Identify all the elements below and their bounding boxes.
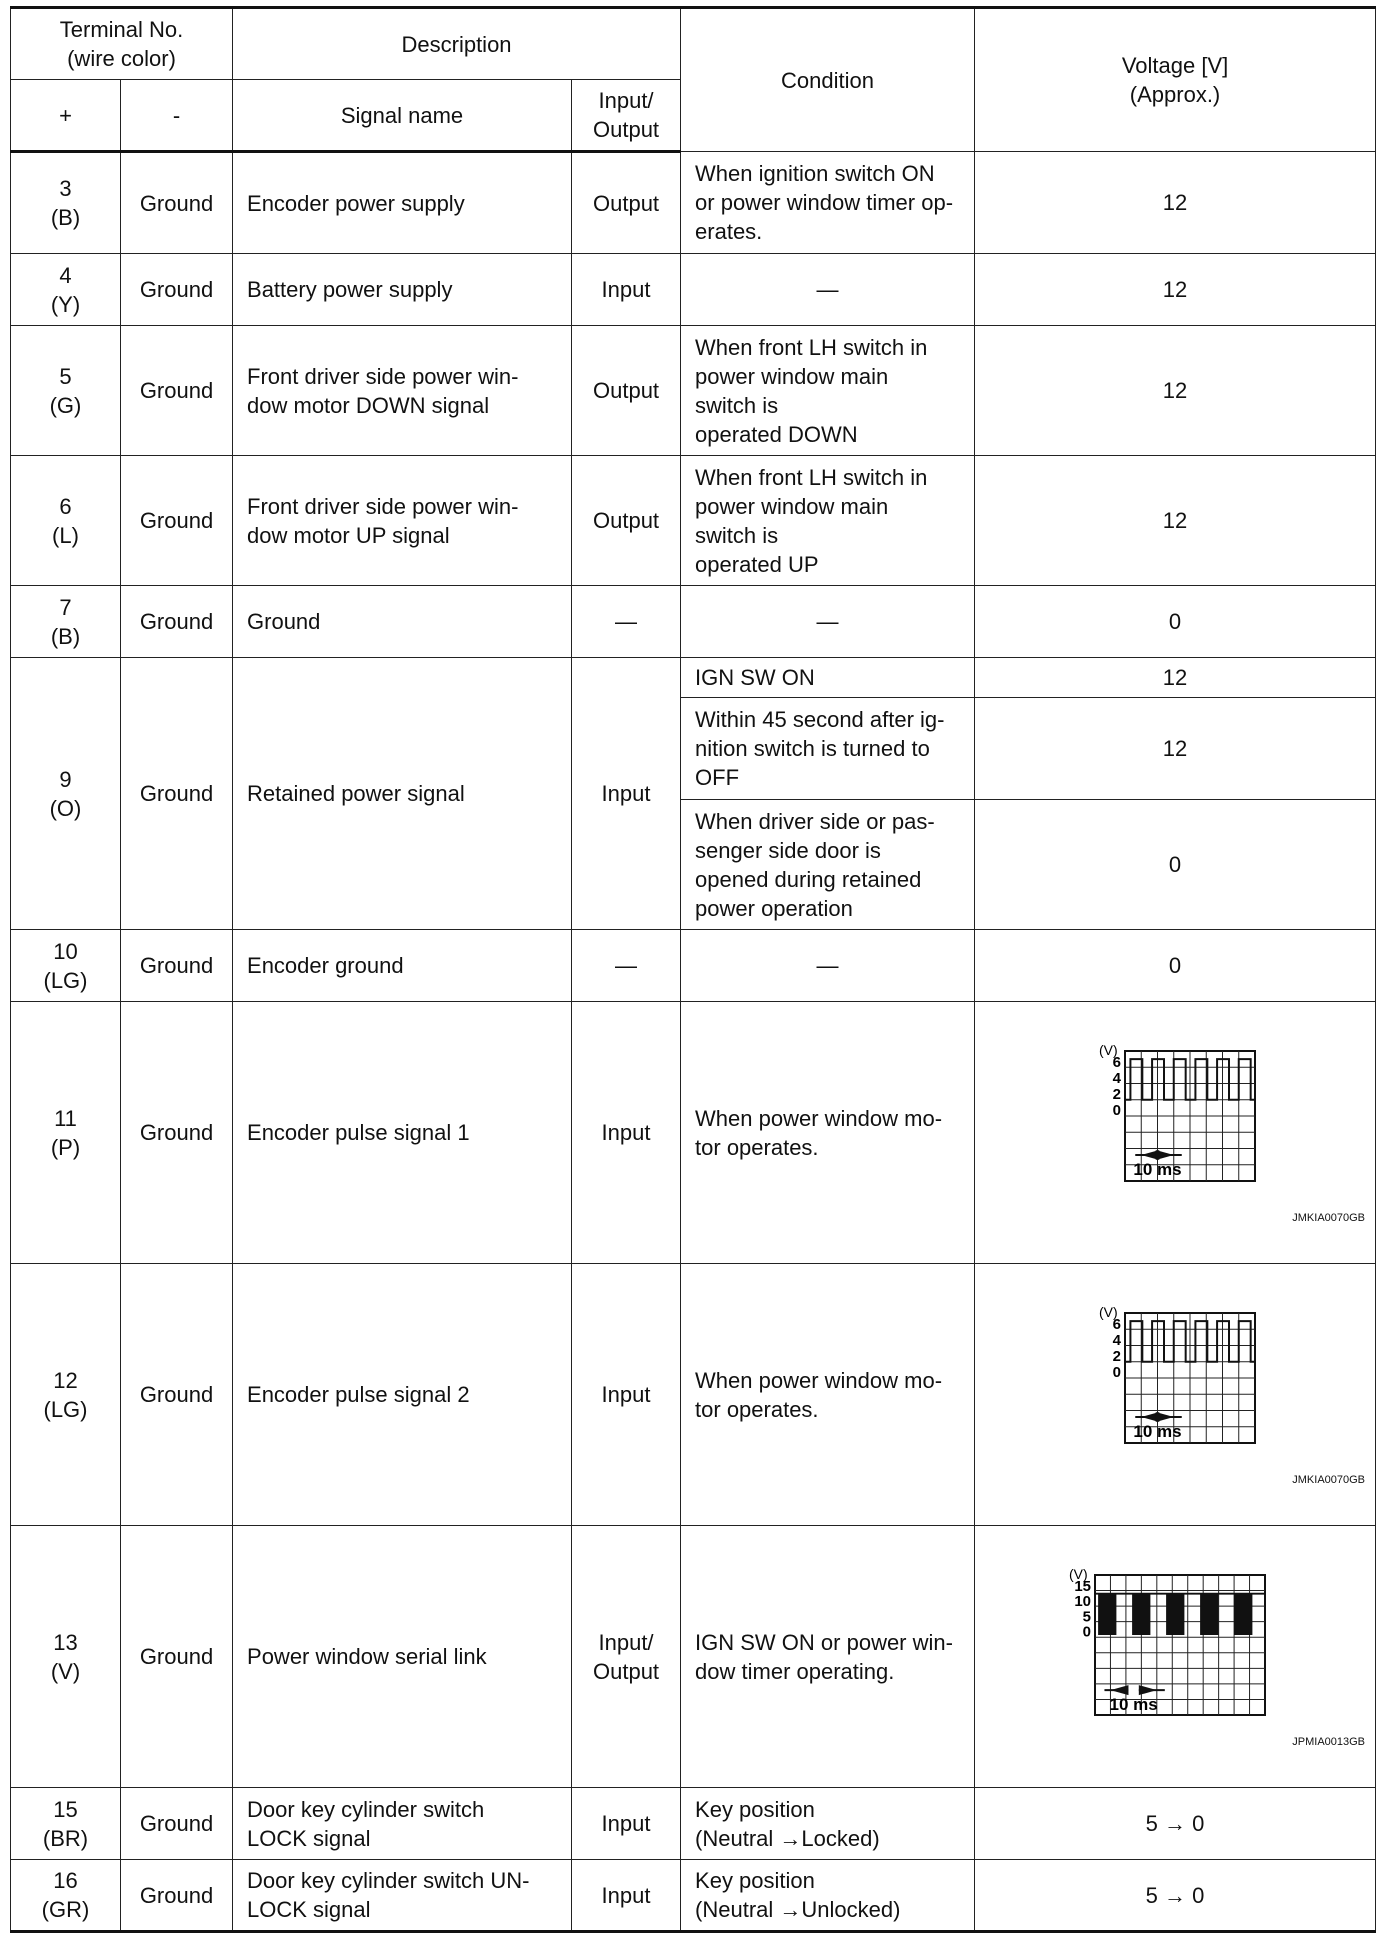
scale-arrow-head [1110,1685,1128,1695]
time-scale-label: 10 ms [1109,1694,1158,1714]
input-output: Input [572,1264,681,1526]
signal-name: Power window serial link [233,1526,572,1788]
ground-terminal: Ground [121,586,233,658]
terminal-number: 6 (L) [11,456,121,586]
terminal-table-page [10,6,1375,1933]
voltage-waveform [975,1002,1376,1264]
ground-terminal: Ground [121,1860,233,1932]
terminal-table [10,6,1376,1933]
terminal-number: 5 (G) [11,326,121,456]
ground-terminal: Ground [121,1264,233,1526]
voltage: 0 [975,800,1376,930]
voltage: 12 [975,698,1376,800]
input-output: Input [572,658,681,930]
condition-header: Condition [681,8,975,152]
axis-tick-label: 6 [1112,1053,1122,1071]
table-row [11,1264,1376,1526]
signal-name: Battery power supply [233,254,572,326]
voltage: 5 → 0 [975,1860,1376,1932]
table-row [11,152,1376,254]
axis-tick-label: 15 [1074,1577,1092,1595]
voltage: 12 [975,254,1376,326]
terminal-number: 13 (V) [11,1526,121,1788]
voltage-waveform [975,1526,1376,1788]
ground-terminal: Ground [121,1788,233,1860]
axis-tick-label: 2 [1112,1347,1122,1365]
waveform-figure [985,1565,1365,1749]
input-output: Input [572,1788,681,1860]
condition: Key position (Neutral →Unlocked) [681,1860,975,1932]
axis-tick-label: 6 [1112,1315,1122,1333]
figure-id: JMKIA0070GB [1292,1211,1366,1224]
terminal-number: 9 (O) [11,658,121,930]
waveform-figure [985,1303,1365,1487]
minus-header: - [121,80,233,152]
terminal-number: 15 (BR) [11,1788,121,1860]
ground-terminal: Ground [121,254,233,326]
condition: — [681,586,975,658]
terminal-number: 16 (GR) [11,1860,121,1932]
condition: When front LH switch in power window main switch is operated UP [681,456,975,586]
scale-arrow-head [1139,1685,1157,1695]
condition: When power window mo- tor operates. [681,1264,975,1526]
signal-name: Ground [233,586,572,658]
terminal-number: 3 (B) [11,152,121,254]
io-header [572,80,681,152]
input-output: Output [572,456,681,586]
table-row [11,930,1376,1002]
voltage-header [975,8,1376,152]
voltage: 0 [975,930,1376,1002]
axis-tick-label: 5 [1082,1607,1092,1625]
terminal-number: 10 (LG) [11,930,121,1002]
voltage-header-text: Voltage [V] (Approx.) [1121,53,1229,107]
signal-trace [1095,1593,1265,1633]
condition: When ignition switch ON or power window timer op- erates. [681,152,975,254]
condition: When front LH switch in power window main switch is operated DOWN [681,326,975,456]
voltage: 12 [975,326,1376,456]
ground-terminal: Ground [121,152,233,254]
signal-name-header: Signal name [233,80,572,152]
table-row [11,1002,1376,1264]
io-header-text: Input/ Output [593,88,660,142]
input-output: Output [572,152,681,254]
description-header: Description [233,8,681,80]
waveform-figure [985,1041,1365,1225]
condition: Key position (Neutral →Locked) [681,1788,975,1860]
input-output: Input [572,1860,681,1932]
voltage: 12 [975,658,1376,698]
figure-id: JMKIA0070GB [1292,1473,1366,1486]
terminal-number: 11 (P) [11,1002,121,1264]
input-output: Output [572,326,681,456]
condition: When driver side or pas- senger side door is opened during retained power operation [681,800,975,930]
time-scale-label: 10 ms [1133,1159,1182,1179]
condition: Within 45 second after ig- nition switch is turned to OFF [681,698,975,800]
table-row [11,456,1376,586]
ground-terminal: Ground [121,456,233,586]
terminal-number: 7 (B) [11,586,121,658]
axis-tick-label: 0 [1112,1363,1122,1381]
condition: When power window mo- tor operates. [681,1002,975,1264]
axis-tick-label: 4 [1112,1331,1122,1349]
axis-tick-label: 4 [1112,1069,1122,1087]
voltage: 5 → 0 [975,1788,1376,1860]
plus-header: + [11,80,121,152]
waveform-graph [1050,1565,1300,1735]
axis-tick-label: 2 [1112,1085,1122,1103]
signal-name: Door key cylinder switch LOCK signal [233,1788,572,1860]
ground-terminal: Ground [121,658,233,930]
voltage: 0 [975,586,1376,658]
condition: IGN SW ON or power win- dow timer operating. [681,1526,975,1788]
table-row [11,586,1376,658]
table-row [11,1788,1376,1860]
time-scale-label: 10 ms [1133,1421,1182,1441]
terminal-table-body [11,152,1376,1932]
axis-tick-label: 10 [1074,1592,1092,1610]
ground-terminal: Ground [121,930,233,1002]
signal-name: Retained power signal [233,658,572,930]
waveform-graph [1075,1041,1275,1211]
terminal-number: 4 (Y) [11,254,121,326]
signal-name: Encoder power supply [233,152,572,254]
terminal-header [11,8,233,80]
waveform-graph [1075,1303,1275,1473]
axis-tick-label: 0 [1082,1623,1092,1641]
voltage: 12 [975,456,1376,586]
signal-name: Front driver side power win- dow motor UP signal [233,456,572,586]
signal-name: Encoder pulse signal 2 [233,1264,572,1526]
input-output: Input [572,1002,681,1264]
ground-terminal: Ground [121,1526,233,1788]
signal-name: Front driver side power win- dow motor DOWN signal [233,326,572,456]
table-row [11,1526,1376,1788]
input-output: Input [572,254,681,326]
condition: IGN SW ON [681,658,975,698]
input-output: Input/ Output [572,1526,681,1788]
terminal-number: 12 (LG) [11,1264,121,1526]
table-row [11,1860,1376,1932]
ground-terminal: Ground [121,1002,233,1264]
terminal-header-text: Terminal No. (wire color) [59,17,184,71]
axis-unit: (V) [1069,1565,1088,1582]
condition: — [681,930,975,1002]
voltage-waveform [975,1264,1376,1526]
scale-arrow-head [1156,1412,1174,1422]
axis-unit: (V) [1099,1303,1118,1320]
table-row [11,254,1376,326]
signal-name: Door key cylinder switch UN- LOCK signal [233,1860,572,1932]
axis-tick-label: 0 [1112,1101,1122,1119]
figure-id: JPMIA0013GB [1292,1735,1366,1748]
input-output: — [572,586,681,658]
input-output: — [572,930,681,1002]
signal-name: Encoder ground [233,930,572,1002]
table-row [11,326,1376,456]
ground-terminal: Ground [121,326,233,456]
scale-arrow-head [1156,1150,1174,1160]
table-row [11,658,1376,698]
axis-unit: (V) [1099,1041,1118,1058]
voltage: 12 [975,152,1376,254]
signal-name: Encoder pulse signal 1 [233,1002,572,1264]
condition: — [681,254,975,326]
